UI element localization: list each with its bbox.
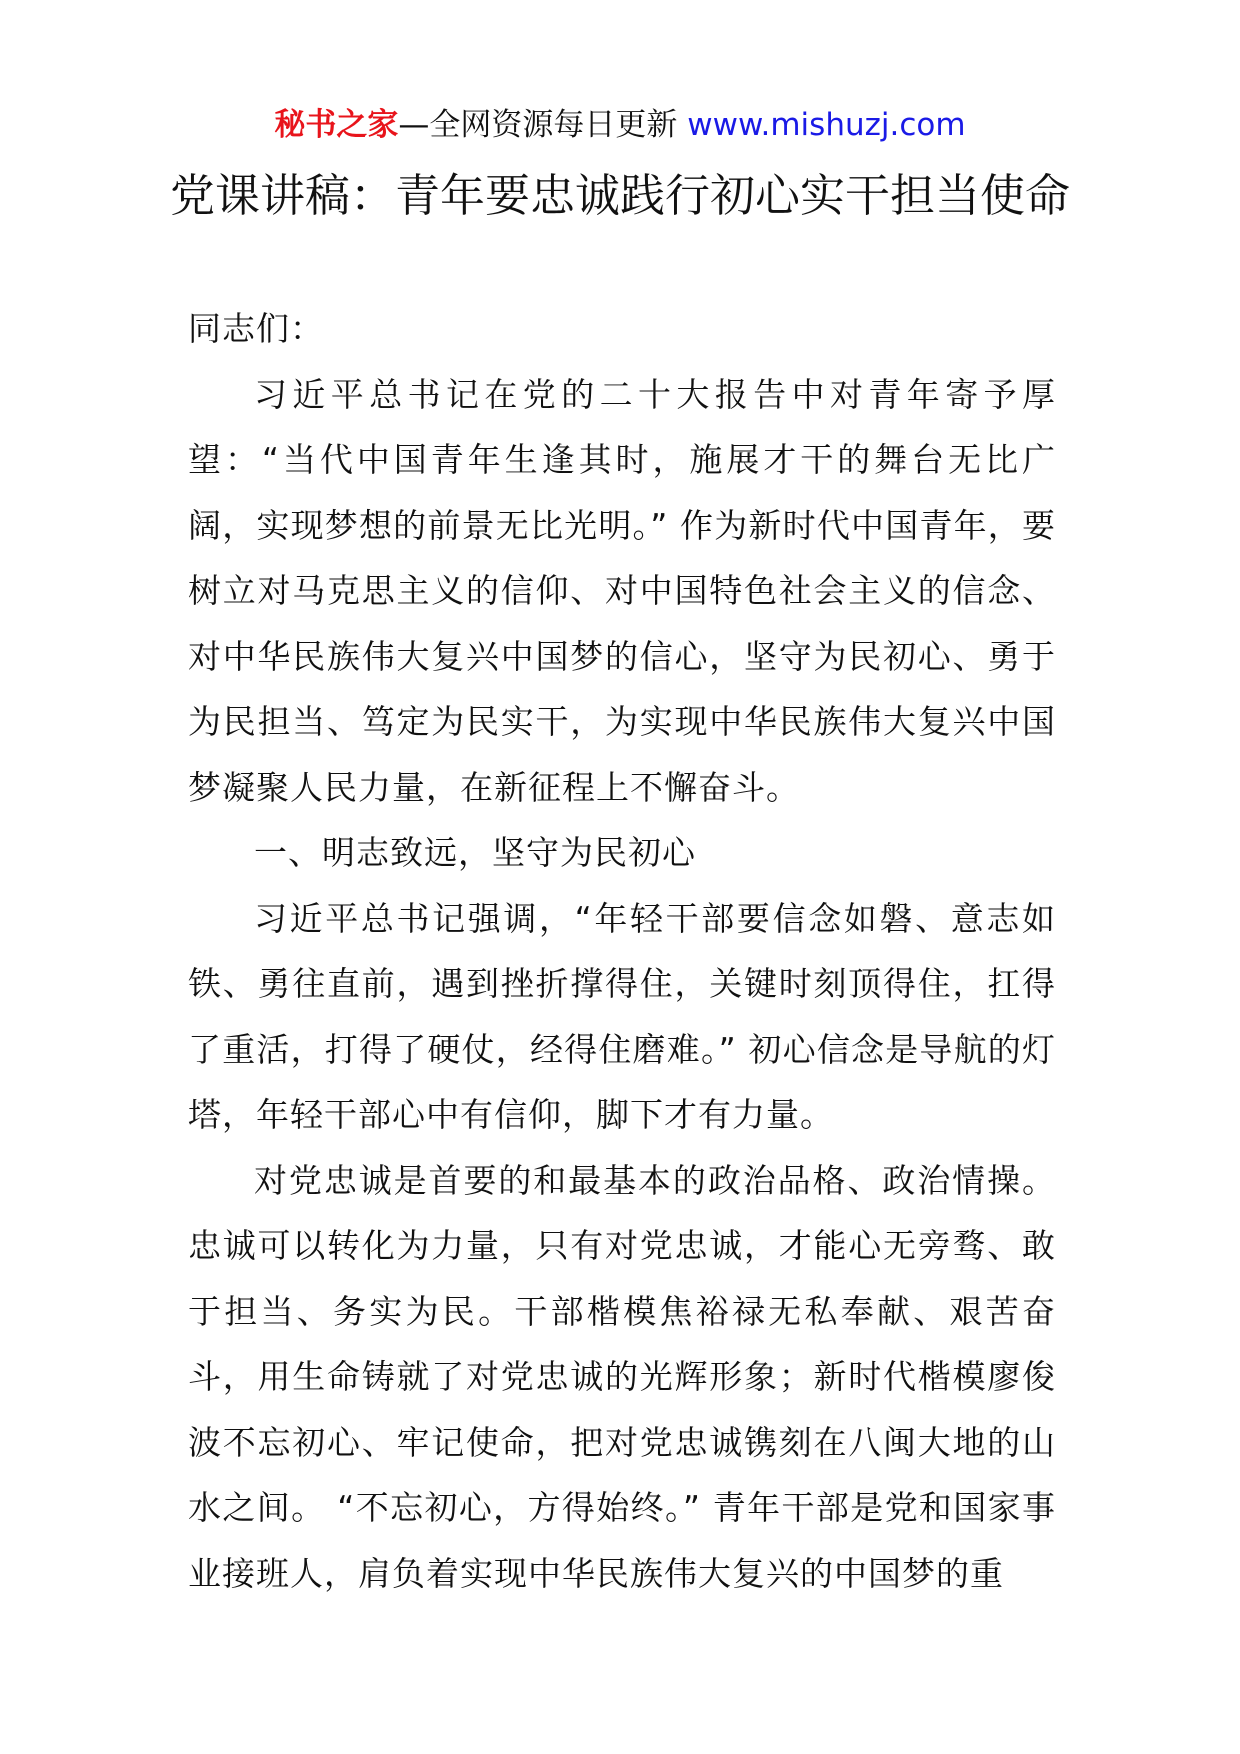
paragraph-3: 对党忠诚是首要的和最基本的政治品格、政治情操。忠诚可以转化为力量，只有对党忠诚，才能心无旁骛、敢于担当、务实为民。干部楷模焦裕禄无私奉献、艰苦奋斗，用生命铸就了对党忠诚的光辉形象；新时代楷模廖俊波不忘初心、牢记使命，把对党忠诚镌刻在八闽大地的山水之间。 “不忘初心，方得始终。” 青年干部是党和国家事业接班人，肩负着实现中华民族伟大复兴的中国梦的重 [188,1160,1056,1593]
section-heading-1: 一、明志致远，坚守为民初心 [254,833,696,872]
brand-name: 秘书之家 [274,107,399,143]
document-body [188,296,1056,1606]
salutation: 同志们： [188,309,324,348]
paragraph-2: 习近平总书记强调，“年轻干部要信念如磐、意志如铁、勇往直前，遇到挫折撑得住，关键时刻顶得住，扛得了重活，打得了硬仗，经得住磨难。” 初心信念是导航的灯塔，年轻干部心中有信仰，脚下才有力量。 [188,898,1056,1134]
site-header [0,103,1240,147]
header-tagline: —全网资源每日更新 [398,107,688,143]
document-title: 党课讲稿：青年要忠诚践行初心实干担当使命 [169,169,1070,222]
site-url-link[interactable]: www.mishuzj.com [687,107,966,143]
paragraph-intro: 习近平总书记在党的二十大报告中对青年寄予厚望：“当代中国青年生逢其时，施展才干的舞台无比广阔，实现梦想的前景无比光明。” 作为新时代中国青年，要树立对马克思主义的信仰、对中国特色社会主义的信念、对中华民族伟大复兴中国梦的信心，坚守为民初心、勇于为民担当、笃定为民实干，为实现中华民族伟大复兴中国梦凝聚人民力量，在新征程上不懈奋斗。 [188,374,1056,807]
